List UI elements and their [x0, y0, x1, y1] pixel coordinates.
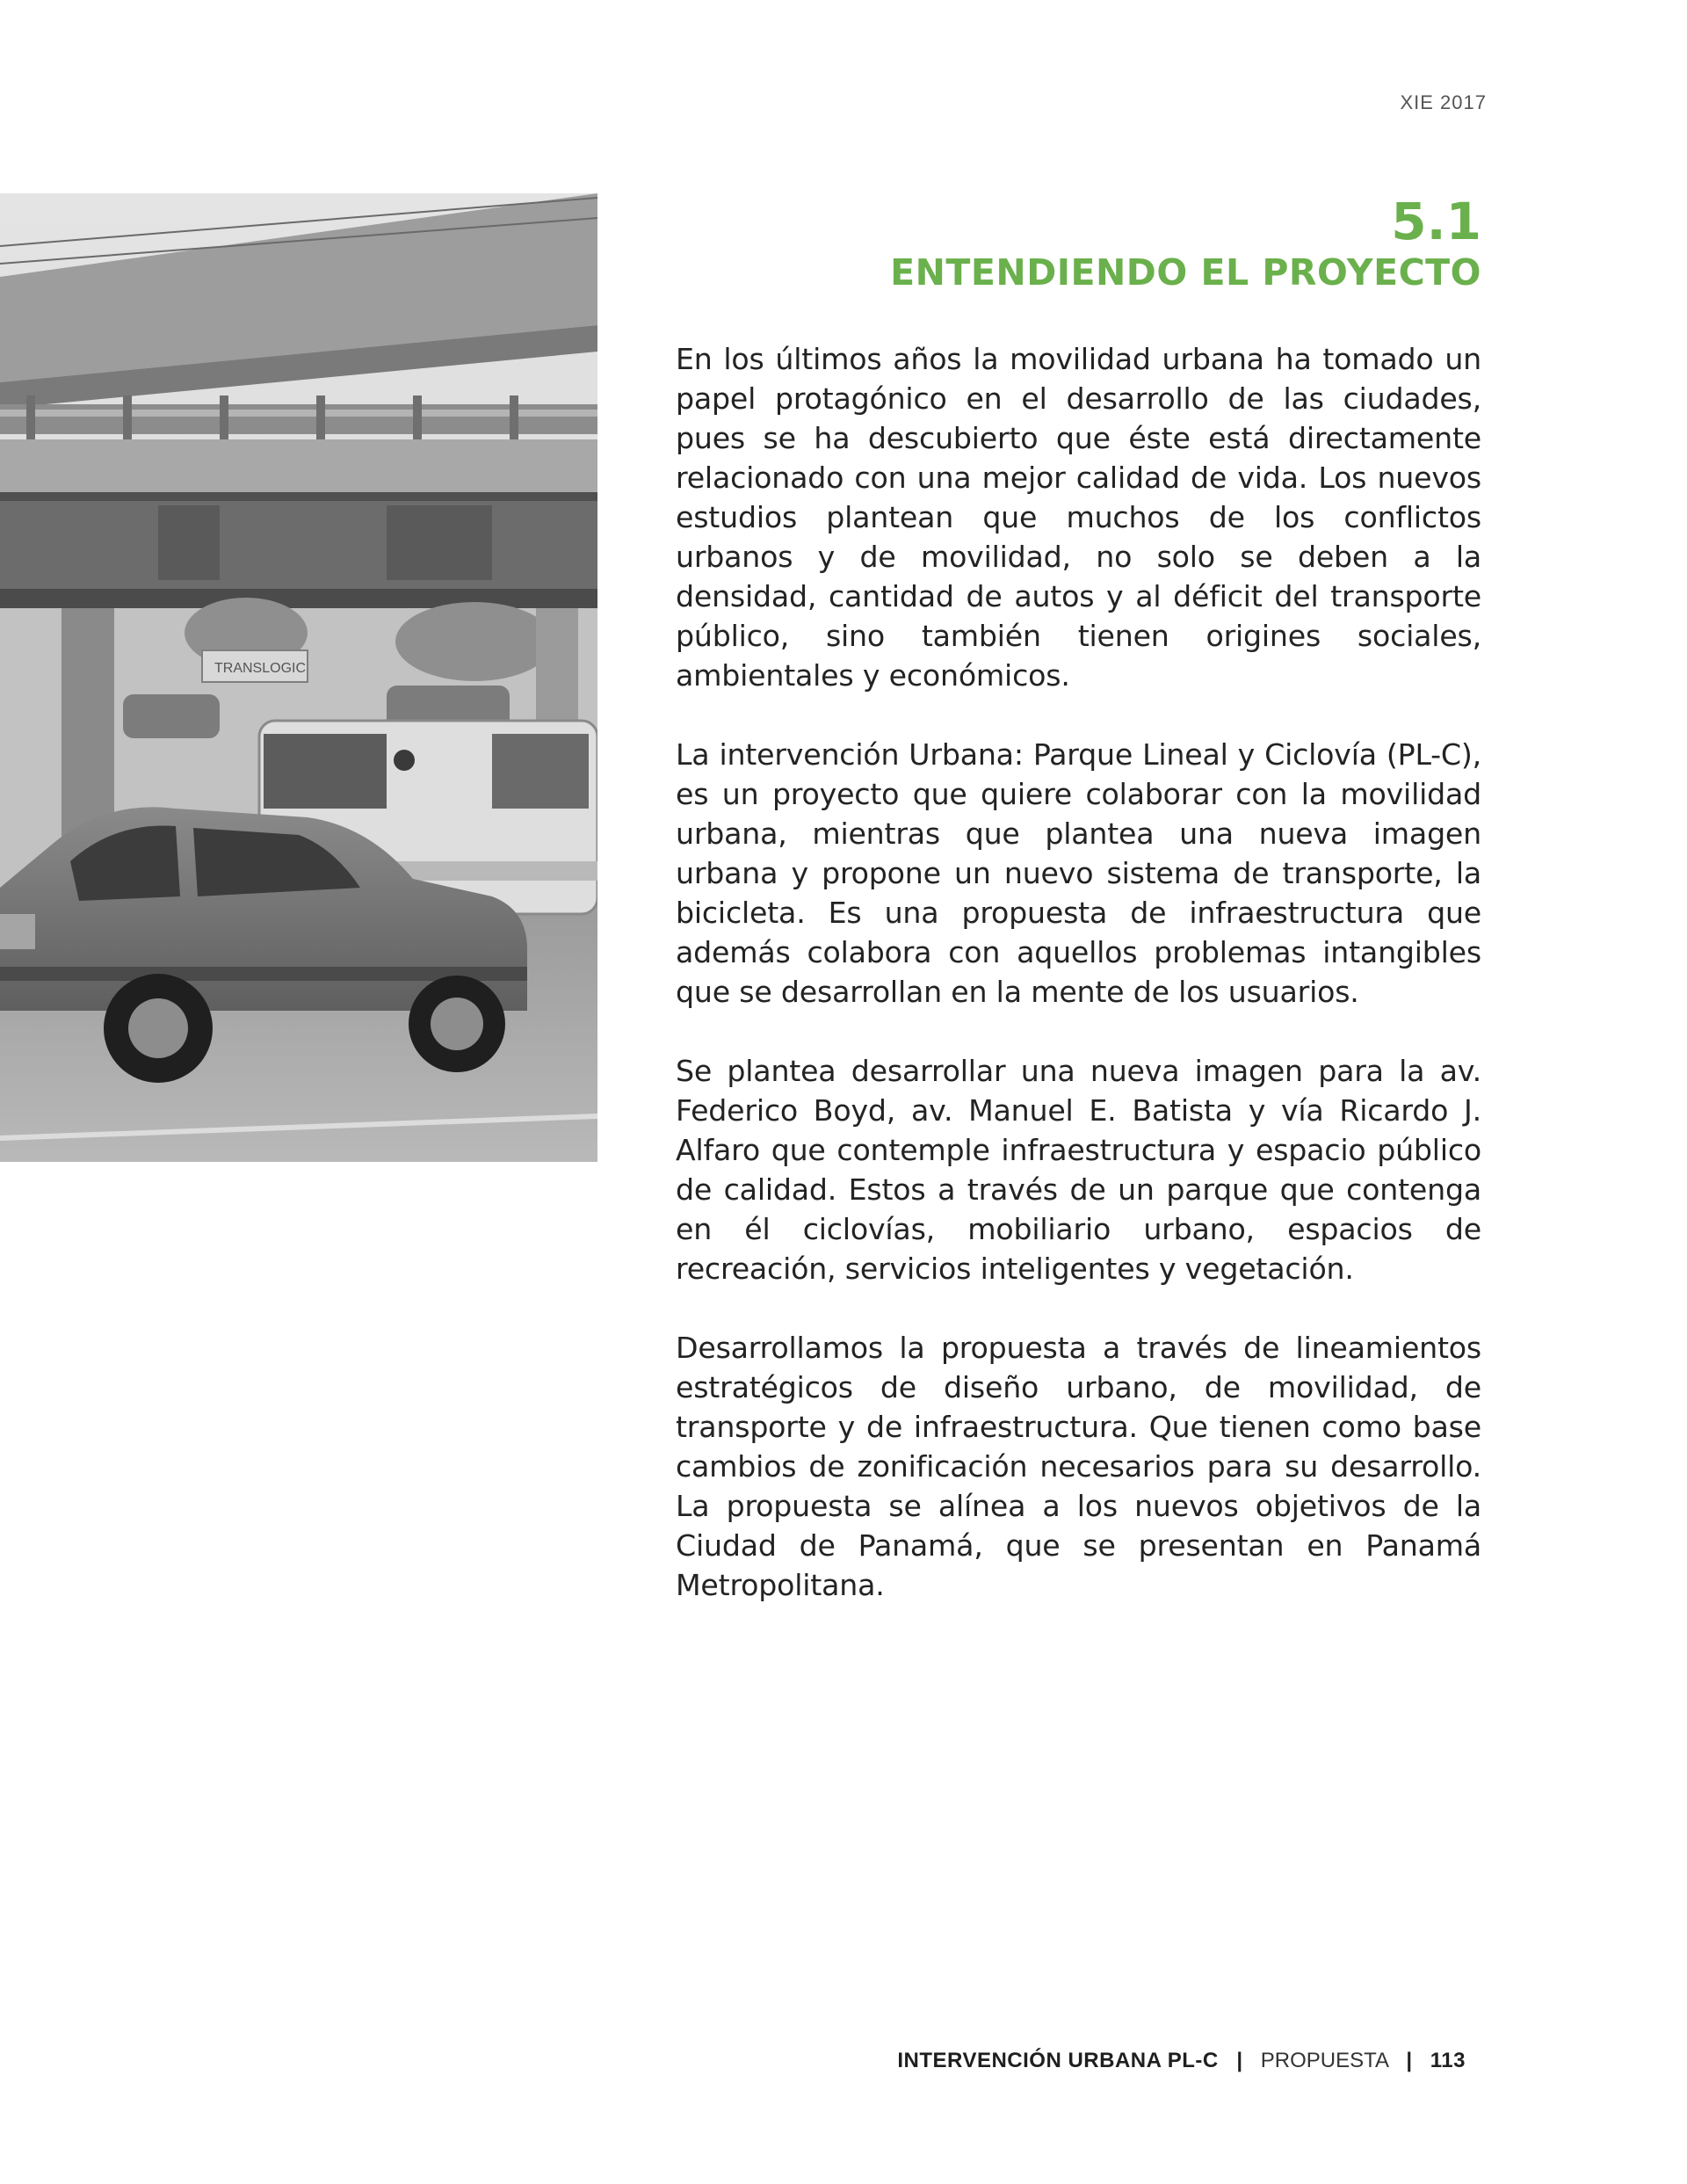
- paragraph-1: En los últimos años la movilidad urbana ha tomado un papel protagónico en el desarrollo de las ciudades, pues se ha descubierto que éste está directamente relacionado con una mejor calidad de vida. Los nuevos estudios plantean que muchos de los conflictos urbanos y de movilidad, no solo se deben a la densidad, cantidad de autos y al déficit del transporte público, sino también tienen origines sociales, ambientales y económicos.: [676, 342, 1481, 693]
- footer-separator-2: |: [1406, 2049, 1413, 2072]
- paragraph-3: Se plantea desarrollar una nueva imagen para la av. Federico Boyd, av. Manuel E. Batista y vía Ricardo J. Alfaro que contemple infraestructura y espacio público de calidad. Estos a través de un parque que contenga en él ciclovías, mobiliario urbano, espacios de recreación, servicios inteligentes y vegetación.: [676, 1054, 1481, 1286]
- overpass-traffic-photo: [0, 193, 597, 1162]
- page-number: 113: [1430, 2049, 1466, 2072]
- footer-section: PROPUESTA: [1260, 2049, 1388, 2072]
- section-number: 5.1: [1391, 192, 1481, 251]
- section-title: [890, 192, 1481, 294]
- photo-signage: TRANSLOGIC: [214, 661, 307, 676]
- running-header: XIE 2017: [1400, 91, 1487, 113]
- footer-separator-1: |: [1236, 2049, 1243, 2072]
- paragraph-2: La intervención Urbana: Parque Lineal y Ciclovía (PL-C), es un proyecto que quiere colaborar con la movilidad urbana, mientras que plantea una nueva imagen urbana y propone un nuevo sistema de transporte, la bicicleta. Es una propuesta de infraestructura que además colabora con aquellos problemas intangibles que se desarrollan en la mente de los usuarios.: [676, 737, 1481, 1009]
- footer-title: INTERVENCIÓN URBANA PL-C: [897, 2049, 1219, 2072]
- section-heading: ENTENDIENDO EL PROYECTO: [890, 251, 1481, 294]
- body-text: [676, 339, 1481, 1644]
- paragraph-4: Desarrollamos la propuesta a través de lineamientos estratégicos de diseño urbano, de movilidad, de transporte y de infraestructura. Que tienen como base cambios de zonificación necesarios para su desarrollo. La propuesta se alínea a los nuevos objetivos de la Ciudad de Panamá, que se presentan en Panamá Metropolitana.: [676, 1331, 1481, 1602]
- page-footer: [897, 2049, 1466, 2073]
